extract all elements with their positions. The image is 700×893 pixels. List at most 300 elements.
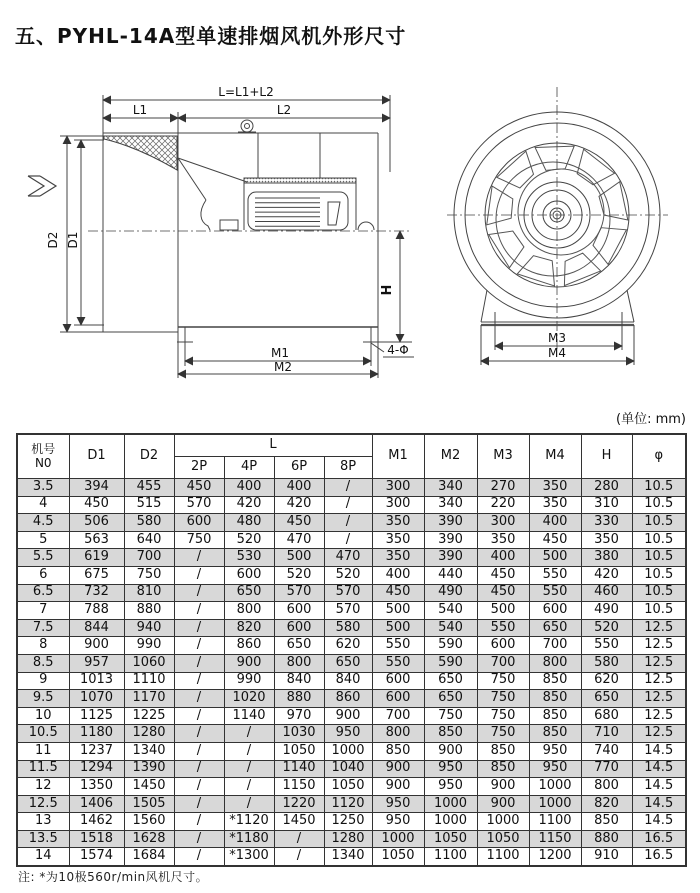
table-cell: / — [174, 549, 224, 567]
table-cell: 620 — [324, 637, 372, 655]
table-cell: 1560 — [124, 813, 174, 831]
table-cell: 8 — [17, 637, 69, 655]
table-cell: 16.5 — [632, 848, 686, 866]
table-cell: 390 — [424, 531, 477, 549]
table-cell: 950 — [372, 795, 424, 813]
table-cell: 400 — [529, 514, 581, 532]
table-row — [17, 725, 686, 743]
table-cell: 850 — [529, 690, 581, 708]
table-row — [17, 778, 686, 796]
table-cell: 10.5 — [17, 725, 69, 743]
table-cell: 600 — [224, 566, 274, 584]
table-cell: 850 — [529, 725, 581, 743]
machine-no-line1: 机号 — [31, 442, 56, 457]
table-cell: 480 — [224, 514, 274, 532]
table-cell: 880 — [274, 690, 324, 708]
table-cell: 650 — [529, 619, 581, 637]
table-cell: 450 — [477, 566, 529, 584]
table-cell: 14.5 — [632, 760, 686, 778]
table-cell: 600 — [274, 619, 324, 637]
table-cell: / — [224, 742, 274, 760]
table-cell: 1040 — [324, 760, 372, 778]
table-row — [17, 795, 686, 813]
table-cell: 900 — [324, 707, 372, 725]
table-cell: 500 — [372, 619, 424, 637]
table-cell: 550 — [372, 654, 424, 672]
table-cell: 470 — [274, 531, 324, 549]
col-header-machine-no — [17, 434, 69, 479]
table-cell: 450 — [274, 514, 324, 532]
table-cell: 650 — [224, 584, 274, 602]
table-cell: 1505 — [124, 795, 174, 813]
table-cell: 380 — [581, 549, 632, 567]
table-row — [17, 619, 686, 637]
table-cell: 390 — [424, 549, 477, 567]
dim-label-l1: L1 — [132, 103, 148, 117]
table-cell: 394 — [69, 479, 124, 497]
table-cell: 1280 — [124, 725, 174, 743]
table-row — [17, 813, 686, 831]
table-cell: 650 — [424, 672, 477, 690]
col-header-m2: M2 — [424, 434, 477, 479]
table-cell: 350 — [477, 531, 529, 549]
table-cell: 600 — [529, 602, 581, 620]
table-cell: 1150 — [274, 778, 324, 796]
table-row — [17, 848, 686, 866]
table-cell: 6.5 — [17, 584, 69, 602]
table-row — [17, 531, 686, 549]
table-cell: 14.5 — [632, 742, 686, 760]
table-cell: 844 — [69, 619, 124, 637]
table-cell: 700 — [477, 654, 529, 672]
table-cell: / — [174, 584, 224, 602]
table-cell: 740 — [581, 742, 632, 760]
table-cell: / — [174, 725, 224, 743]
table-cell: 800 — [224, 602, 274, 620]
table-cell: 1020 — [224, 690, 274, 708]
table-cell: 10.5 — [632, 514, 686, 532]
table-cell: 4.5 — [17, 514, 69, 532]
table-cell: 750 — [477, 690, 529, 708]
table-cell: 340 — [424, 479, 477, 497]
table-cell: 300 — [477, 514, 529, 532]
table-cell: 1060 — [124, 654, 174, 672]
table-cell: 950 — [424, 778, 477, 796]
table-cell: 619 — [69, 549, 124, 567]
dim-label-h: H — [380, 284, 395, 296]
table-cell: 10.5 — [632, 479, 686, 497]
table-cell: 650 — [274, 637, 324, 655]
table-cell: 400 — [224, 479, 274, 497]
table-cell: 550 — [477, 619, 529, 637]
table-cell: 350 — [529, 479, 581, 497]
dim-label-l2: L2 — [276, 103, 292, 117]
table-row — [17, 654, 686, 672]
table-row — [17, 690, 686, 708]
table-cell: 800 — [529, 654, 581, 672]
table-cell: 900 — [224, 654, 274, 672]
table-cell: 450 — [174, 479, 224, 497]
table-cell: 12.5 — [632, 672, 686, 690]
table-cell: 770 — [581, 760, 632, 778]
table-cell: 500 — [529, 549, 581, 567]
table-row — [17, 830, 686, 848]
table-cell: 12.5 — [632, 619, 686, 637]
table-cell: / — [174, 619, 224, 637]
table-cell: 520 — [274, 566, 324, 584]
machine-no-line2: N0 — [34, 455, 52, 470]
table-cell: / — [224, 778, 274, 796]
table-cell: 1684 — [124, 848, 174, 866]
table-cell: / — [174, 654, 224, 672]
table-cell: 13.5 — [17, 830, 69, 848]
table-cell: 450 — [477, 584, 529, 602]
table-cell: 650 — [581, 690, 632, 708]
table-cell: 490 — [581, 602, 632, 620]
table-cell: 450 — [529, 531, 581, 549]
table-cell: 563 — [69, 531, 124, 549]
table-cell: 750 — [477, 725, 529, 743]
col-header-m1: M1 — [372, 434, 424, 479]
table-cell: 10.5 — [632, 496, 686, 514]
table-cell: 12 — [17, 778, 69, 796]
table-cell: / — [174, 795, 224, 813]
table-cell: 1406 — [69, 795, 124, 813]
table-cell: 1125 — [69, 707, 124, 725]
table-cell: 990 — [224, 672, 274, 690]
table-cell: 800 — [372, 725, 424, 743]
table-cell: 14.5 — [632, 813, 686, 831]
table-cell: 650 — [324, 654, 372, 672]
table-cell: 850 — [529, 672, 581, 690]
table-cell: 1170 — [124, 690, 174, 708]
table-cell: / — [174, 602, 224, 620]
table-cell: 13 — [17, 813, 69, 831]
col-header-8p: 8P — [324, 457, 372, 479]
table-cell: 1000 — [477, 813, 529, 831]
table-cell: 455 — [124, 479, 174, 497]
table-cell: 9 — [17, 672, 69, 690]
table-cell: 900 — [372, 778, 424, 796]
table-cell: 1000 — [424, 813, 477, 831]
table-cell: 10 — [17, 707, 69, 725]
table-cell: 750 — [477, 672, 529, 690]
table-cell: 490 — [424, 584, 477, 602]
table-header — [17, 434, 686, 479]
table-cell: 840 — [324, 672, 372, 690]
table-cell: 850 — [372, 742, 424, 760]
table-cell: 12.5 — [17, 795, 69, 813]
table-cell: 520 — [581, 619, 632, 637]
table-cell: 640 — [124, 531, 174, 549]
table-cell: / — [174, 760, 224, 778]
table-cell: 950 — [529, 742, 581, 760]
table-cell: 1450 — [124, 778, 174, 796]
table-cell: / — [224, 795, 274, 813]
table-cell: / — [174, 830, 224, 848]
table-cell: 950 — [324, 725, 372, 743]
table-cell: 280 — [581, 479, 632, 497]
table-cell: 850 — [529, 707, 581, 725]
table-cell: 12.5 — [632, 725, 686, 743]
table-cell: 420 — [224, 496, 274, 514]
table-cell: 600 — [477, 637, 529, 655]
table-cell: 850 — [477, 742, 529, 760]
table-cell: 10.5 — [632, 566, 686, 584]
col-header-h: H — [581, 434, 632, 479]
table-row — [17, 707, 686, 725]
table-cell: 330 — [581, 514, 632, 532]
table-row — [17, 672, 686, 690]
table-cell: 940 — [124, 619, 174, 637]
table-cell: / — [174, 690, 224, 708]
table-cell: 1280 — [324, 830, 372, 848]
table-cell: 1518 — [69, 830, 124, 848]
table-cell: / — [274, 830, 324, 848]
table-cell: 11.5 — [17, 760, 69, 778]
table-row — [17, 760, 686, 778]
motor-fins — [255, 198, 320, 226]
table-cell: 1220 — [274, 795, 324, 813]
front-view — [447, 87, 668, 365]
table-cell: 840 — [274, 672, 324, 690]
table-row — [17, 584, 686, 602]
col-header-4p: 4P — [224, 457, 274, 479]
table-cell: 850 — [581, 813, 632, 831]
table-cell: 1294 — [69, 760, 124, 778]
table-cell: 1050 — [424, 830, 477, 848]
table-cell: 350 — [372, 549, 424, 567]
table-cell: / — [324, 479, 372, 497]
table-cell: 1000 — [424, 795, 477, 813]
table-cell: 1462 — [69, 813, 124, 831]
table-cell: 590 — [424, 637, 477, 655]
table-cell: 600 — [372, 672, 424, 690]
table-cell: 1050 — [324, 778, 372, 796]
table-cell: 350 — [372, 531, 424, 549]
table-cell: 880 — [581, 830, 632, 848]
table-cell: 400 — [274, 479, 324, 497]
table-cell: 580 — [124, 514, 174, 532]
table-cell: 1120 — [324, 795, 372, 813]
table-cell: 340 — [424, 496, 477, 514]
table-cell: 5.5 — [17, 549, 69, 567]
footnote: 注: *为10极560r/min风机尺寸。 — [18, 870, 209, 884]
table-cell: 506 — [69, 514, 124, 532]
table-cell: 4 — [17, 496, 69, 514]
table-cell: 570 — [324, 602, 372, 620]
dim-label-d2: D2 — [46, 231, 60, 249]
table-cell: 16.5 — [632, 830, 686, 848]
table-cell: 7 — [17, 602, 69, 620]
table-cell: 1340 — [124, 742, 174, 760]
table-cell: 1050 — [372, 848, 424, 866]
table-cell: 1030 — [274, 725, 324, 743]
table-cell: / — [324, 496, 372, 514]
table-cell: / — [174, 813, 224, 831]
table-cell: 515 — [124, 496, 174, 514]
table-cell: 350 — [581, 531, 632, 549]
table-cell: 1150 — [529, 830, 581, 848]
table-cell: / — [174, 742, 224, 760]
table-cell: 500 — [274, 549, 324, 567]
table-cell: 700 — [529, 637, 581, 655]
table-cell: 1100 — [477, 848, 529, 866]
table-row — [17, 637, 686, 655]
table-cell: 420 — [581, 566, 632, 584]
table-cell: 6 — [17, 566, 69, 584]
table-cell: 420 — [274, 496, 324, 514]
table-cell: 1000 — [529, 778, 581, 796]
table-cell: 300 — [372, 496, 424, 514]
table-cell: 530 — [224, 549, 274, 567]
table-cell: 1200 — [529, 848, 581, 866]
table-cell: 1340 — [324, 848, 372, 866]
table-cell: 900 — [477, 778, 529, 796]
table-cell: 550 — [529, 584, 581, 602]
table-cell: / — [224, 760, 274, 778]
table-cell: 850 — [424, 725, 477, 743]
table-cell: 750 — [424, 707, 477, 725]
table-cell: 400 — [477, 549, 529, 567]
table-cell: 600 — [174, 514, 224, 532]
table-cell: 520 — [224, 531, 274, 549]
col-header-6p: 6P — [274, 457, 324, 479]
table-cell: 350 — [529, 496, 581, 514]
table-cell: 1350 — [69, 778, 124, 796]
unit-label: (单位: mm) — [616, 412, 686, 427]
dim-label-d1: D1 — [66, 231, 80, 249]
table-cell: 880 — [124, 602, 174, 620]
table-cell: 1000 — [529, 795, 581, 813]
table-cell: 270 — [477, 479, 529, 497]
fan-dimension-drawing — [0, 55, 700, 405]
col-header-phi: φ — [632, 434, 686, 479]
table-cell: 9.5 — [17, 690, 69, 708]
table-cell: 820 — [581, 795, 632, 813]
dim-label-m1: M1 — [271, 346, 289, 360]
table-cell: 1050 — [477, 830, 529, 848]
table-cell: 12.5 — [632, 690, 686, 708]
table-cell: 620 — [581, 672, 632, 690]
table-cell: 1450 — [274, 813, 324, 831]
table-cell: 675 — [69, 566, 124, 584]
table-cell: 800 — [581, 778, 632, 796]
table-cell: 950 — [424, 760, 477, 778]
table-cell: 820 — [224, 619, 274, 637]
table-cell: 990 — [124, 637, 174, 655]
table-cell: / — [174, 672, 224, 690]
table-cell: 900 — [69, 637, 124, 655]
table-cell: 570 — [174, 496, 224, 514]
table-cell: 460 — [581, 584, 632, 602]
table-cell: / — [324, 531, 372, 549]
table-cell: 600 — [274, 602, 324, 620]
table-cell: / — [174, 637, 224, 655]
table-cell: 710 — [581, 725, 632, 743]
table-cell: 1140 — [274, 760, 324, 778]
col-header-m3: M3 — [477, 434, 529, 479]
table-cell: 550 — [581, 637, 632, 655]
table-cell: / — [274, 848, 324, 866]
table-cell: 400 — [372, 566, 424, 584]
airflow-arrow-icon — [28, 176, 56, 196]
table-cell: 10.5 — [632, 602, 686, 620]
table-row — [17, 566, 686, 584]
table-cell: 900 — [424, 742, 477, 760]
table-cell: 1100 — [529, 813, 581, 831]
table-body — [17, 479, 686, 867]
table-cell: 10.5 — [632, 531, 686, 549]
table-cell: 550 — [372, 637, 424, 655]
table-row — [17, 496, 686, 514]
table-cell: 650 — [424, 690, 477, 708]
table-cell: 1237 — [69, 742, 124, 760]
table-cell: 950 — [529, 760, 581, 778]
table-cell: 570 — [324, 584, 372, 602]
col-header-l-group: L — [174, 434, 372, 457]
table-cell: / — [174, 707, 224, 725]
dim-label-m2: M2 — [274, 360, 292, 374]
dim-label-holes: 4-Φ — [387, 343, 409, 357]
table-cell: 540 — [424, 602, 477, 620]
table-cell: 1013 — [69, 672, 124, 690]
table-cell: 540 — [424, 619, 477, 637]
table-cell: 7.5 — [17, 619, 69, 637]
table-cell: 750 — [124, 566, 174, 584]
table-cell: 1070 — [69, 690, 124, 708]
table-cell: 12.5 — [632, 707, 686, 725]
table-cell: 732 — [69, 584, 124, 602]
table-cell: 12.5 — [632, 637, 686, 655]
table-cell: 5 — [17, 531, 69, 549]
table-cell: / — [174, 778, 224, 796]
table-cell: 970 — [274, 707, 324, 725]
table-cell: 310 — [581, 496, 632, 514]
table-cell: 450 — [69, 496, 124, 514]
table-cell: 390 — [424, 514, 477, 532]
col-header-m4: M4 — [529, 434, 581, 479]
table-cell: 440 — [424, 566, 477, 584]
table-cell: 1180 — [69, 725, 124, 743]
table-cell: 520 — [324, 566, 372, 584]
table-cell: 10.5 — [632, 584, 686, 602]
table-row — [17, 549, 686, 567]
table-cell: 1110 — [124, 672, 174, 690]
table-row — [17, 514, 686, 532]
technical-drawing — [0, 55, 700, 405]
table-cell: 788 — [69, 602, 124, 620]
table-cell: *1120 — [224, 813, 274, 831]
dim-label-m4: M4 — [548, 346, 566, 360]
table-cell: 500 — [372, 602, 424, 620]
table-cell: 810 — [124, 584, 174, 602]
page-title: 五、PYHL-14A型单速排烟风机外形尺寸 — [15, 24, 407, 48]
table-cell: 220 — [477, 496, 529, 514]
table-cell: / — [324, 514, 372, 532]
table-cell: 350 — [372, 514, 424, 532]
table-row — [17, 479, 686, 497]
table-cell: 11 — [17, 742, 69, 760]
table-cell: 750 — [174, 531, 224, 549]
table-cell: 1250 — [324, 813, 372, 831]
table-cell: 570 — [274, 584, 324, 602]
table-cell: 1050 — [274, 742, 324, 760]
table-cell: 860 — [224, 637, 274, 655]
table-cell: 580 — [581, 654, 632, 672]
table-cell: 12.5 — [632, 654, 686, 672]
table-cell: 300 — [372, 479, 424, 497]
